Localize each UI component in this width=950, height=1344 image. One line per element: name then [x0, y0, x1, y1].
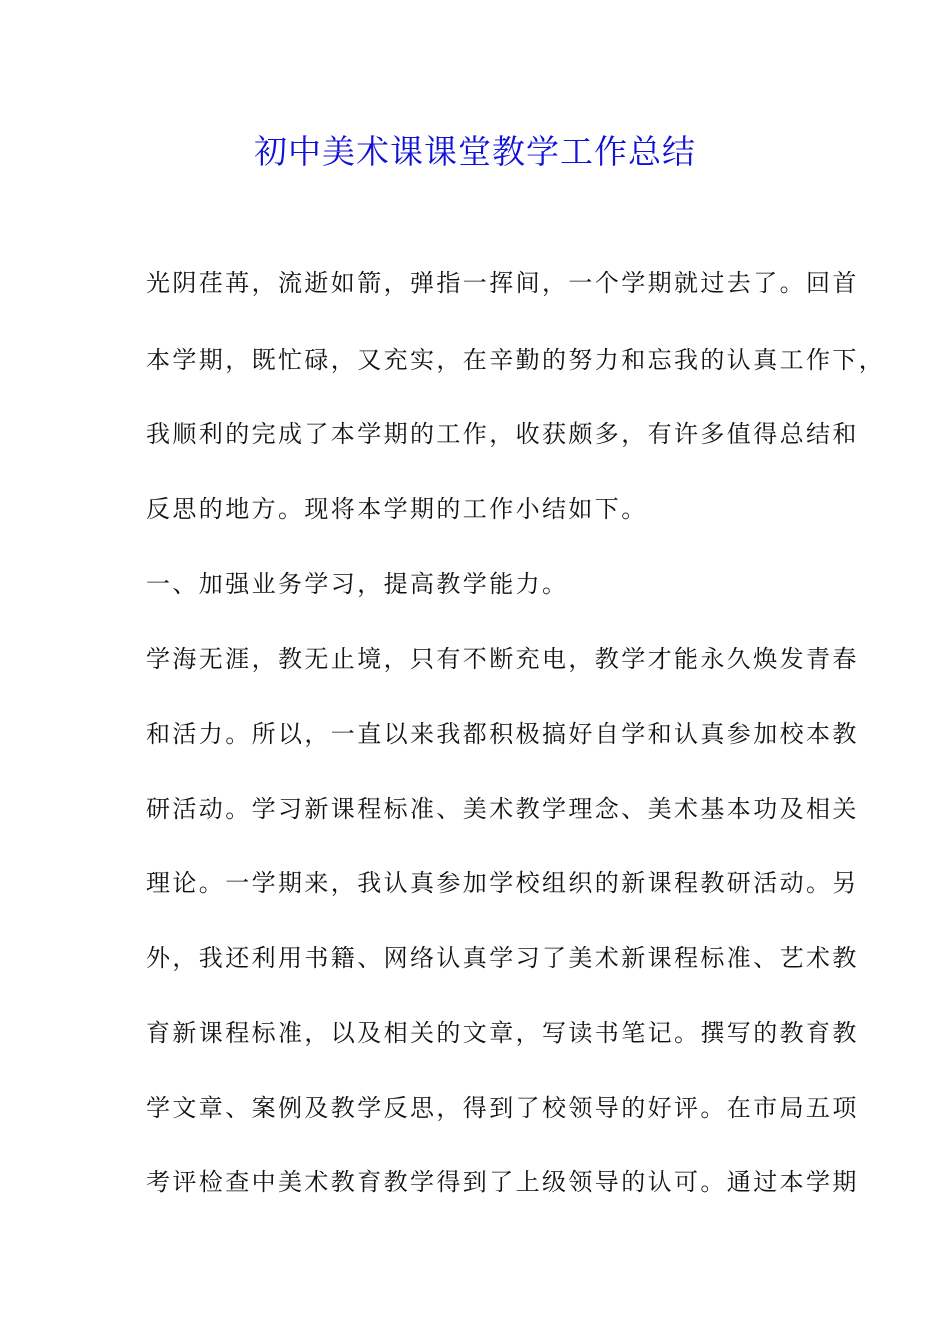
paragraph-line: 育新课程标准，以及相关的文章，写读书笔记。撰写的教育教	[146, 1019, 859, 1047]
paragraph-line: 学海无涯，教无止境，只有不断充电，教学才能永久焕发青春	[146, 645, 859, 673]
paragraph-line: 外，我还利用书籍、网络认真学习了美术新课程标准、艺术教	[146, 944, 859, 972]
paragraph-line: 我顺利的完成了本学期的工作，收获颇多，有许多值得总结和	[146, 420, 859, 448]
paragraph-line: 光阴荏苒，流逝如箭，弹指一挥间，一个学期就过去了。回首	[146, 269, 859, 297]
paragraph-line: 本学期，既忙碌，又充实，在辛勤的努力和忘我的认真工作下，	[146, 346, 886, 374]
paragraph-line: 研活动。学习新课程标准、美术教学理念、美术基本功及相关	[146, 795, 859, 823]
paragraph-line: 学文章、案例及教学反思，得到了校领导的好评。在市局五项	[146, 1094, 859, 1122]
paragraph-line: 反思的地方。现将本学期的工作小结如下。	[146, 495, 648, 523]
document-title: 初中美术课课堂教学工作总结	[254, 132, 696, 171]
paragraph-line: 理论。一学期来，我认真参加学校组织的新课程教研活动。另	[146, 869, 859, 897]
paragraph-line: 考评检查中美术教育教学得到了上级领导的认可。通过本学期	[146, 1168, 859, 1196]
paragraph-line: 和活力。所以，一直以来我都积极搞好自学和认真参加校本教	[146, 720, 859, 748]
section-heading: 一、加强业务学习，提高教学能力。	[146, 570, 569, 598]
